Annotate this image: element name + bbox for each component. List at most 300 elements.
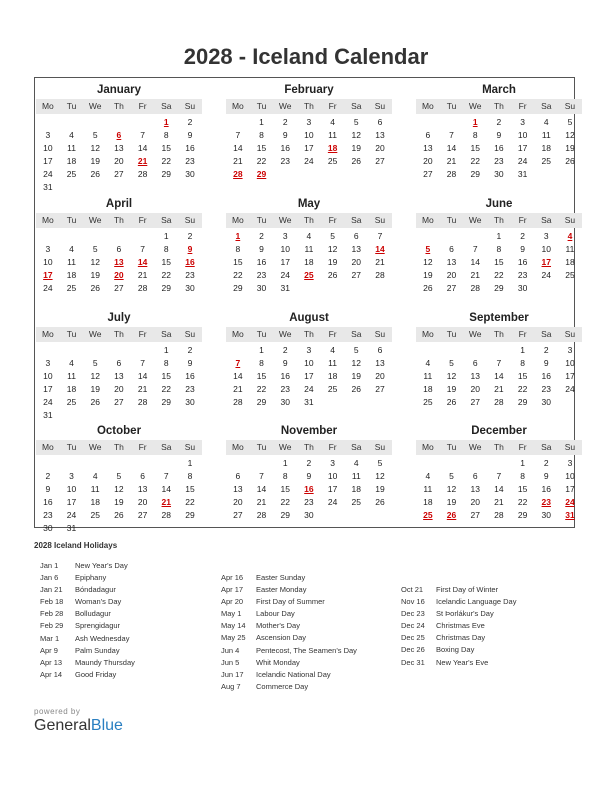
day-cell	[226, 457, 250, 470]
week-row	[36, 496, 202, 509]
day-cell: 25	[541, 156, 552, 166]
day-cell	[36, 457, 60, 470]
day-cell: 3	[520, 117, 525, 127]
day-cell: 16	[517, 257, 528, 267]
week-row	[36, 457, 202, 470]
weekday-label: Mo	[421, 329, 434, 339]
day-cell	[321, 509, 345, 522]
day-cell: 22	[161, 156, 172, 166]
holiday-item	[221, 645, 357, 657]
day-cell: 21	[375, 257, 385, 267]
day-cell: 17	[43, 384, 53, 394]
day-cell	[154, 522, 178, 535]
day-cell: 5	[353, 345, 359, 355]
week-row	[226, 243, 392, 256]
day-cell: 15	[161, 257, 172, 267]
week-row	[416, 383, 582, 396]
day-cell: 11	[328, 130, 337, 140]
day-cell	[83, 457, 107, 470]
day-cell: 10	[66, 484, 77, 494]
month-block	[226, 82, 392, 181]
holiday-name: Christmas Day	[436, 633, 486, 643]
day-cell: 16	[185, 371, 195, 381]
day-cell: 27	[233, 510, 243, 520]
day-cell: 27	[470, 510, 480, 520]
week-row	[36, 409, 202, 422]
day-cell: 17	[304, 143, 314, 153]
day-cell: 3	[567, 458, 573, 468]
day-cell: 14	[494, 371, 504, 381]
day-cell	[440, 344, 464, 357]
week-row	[36, 116, 202, 129]
day-cell	[60, 116, 84, 129]
day-cell: 19	[114, 497, 124, 507]
day-cell: 29	[161, 283, 172, 293]
day-cell: 23	[185, 156, 195, 166]
day-cell: 24	[66, 510, 77, 520]
week-row	[226, 282, 392, 295]
day-cell: 15	[280, 484, 290, 494]
holiday-item	[401, 596, 516, 608]
month-block	[36, 82, 202, 194]
day-cell: 30	[185, 283, 195, 293]
week-row	[36, 396, 202, 409]
day-cell: 5	[92, 130, 98, 140]
holiday-date: Jan 1	[40, 561, 59, 570]
day-cell: 12	[114, 484, 124, 494]
day-cell: 26	[90, 283, 100, 293]
day-cell: 31	[304, 397, 314, 407]
holiday-date: Nov 16	[401, 597, 425, 607]
day-cell: 25	[66, 169, 77, 179]
day-cell: 9	[282, 130, 288, 140]
day-cell: 5	[116, 471, 122, 481]
day-cell: 8	[187, 471, 193, 481]
week-row	[416, 155, 582, 168]
day-cell: 19	[423, 270, 433, 280]
weekday-label: Mo	[421, 442, 434, 452]
day-cell: 24	[517, 156, 528, 166]
weekday-label: Th	[113, 442, 124, 452]
day-cell: 24	[327, 497, 338, 507]
day-cell: 1	[282, 458, 288, 468]
holiday-day: 25	[304, 270, 314, 280]
day-cell	[154, 409, 178, 422]
day-cell	[416, 230, 440, 243]
day-cell	[321, 396, 345, 409]
day-cell: 22	[517, 384, 528, 394]
day-cell: 2	[187, 117, 193, 127]
day-cell	[440, 457, 464, 470]
day-cell: 3	[306, 345, 312, 355]
day-cell: 15	[256, 371, 267, 381]
weekday-label: Th	[493, 329, 504, 339]
weekday-label: Th	[303, 101, 314, 111]
day-cell: 16	[494, 143, 504, 153]
brand-logo[interactable]	[34, 707, 123, 735]
week-row	[416, 243, 582, 256]
weekday-label: Fr	[138, 101, 147, 111]
weekday-label: Th	[113, 329, 124, 339]
day-cell: 16	[43, 497, 53, 507]
day-cell: 15	[470, 143, 480, 153]
holiday-date: Dec 31	[401, 657, 425, 667]
holiday-day: 9	[187, 244, 193, 254]
holiday-date: Aug 7	[221, 681, 241, 691]
day-cell: 10	[304, 358, 314, 368]
holiday-name: Good Friday	[75, 669, 117, 679]
holiday-name: New Year's Eve	[436, 657, 489, 667]
holiday-date: Feb 28	[40, 609, 64, 619]
day-cell: 8	[163, 358, 169, 368]
month-name: June	[485, 198, 513, 210]
day-cell	[83, 181, 107, 194]
holiday-date: Apr 14	[40, 669, 63, 679]
day-cell: 26	[423, 283, 433, 293]
weekday-label: We	[468, 101, 482, 111]
day-cell: 10	[565, 471, 575, 481]
day-cell: 11	[423, 484, 433, 494]
day-cell: 3	[45, 244, 51, 254]
holiday-item	[40, 572, 135, 584]
day-cell: 20	[114, 384, 124, 394]
day-cell: 25	[327, 384, 338, 394]
day-cell	[534, 168, 558, 181]
day-cell: 7	[163, 471, 169, 481]
weekday-label: Mo	[231, 215, 244, 225]
day-cell	[131, 522, 155, 535]
day-cell: 6	[425, 130, 431, 140]
day-cell: 27	[351, 270, 362, 280]
day-cell: 4	[543, 117, 549, 127]
day-cell: 17	[43, 156, 53, 166]
brand-name-blue: Blue	[90, 717, 123, 734]
week-row	[36, 383, 202, 396]
day-cell: 12	[90, 143, 100, 153]
day-cell: 18	[327, 371, 338, 381]
day-cell	[463, 344, 487, 357]
day-cell: 16	[541, 484, 552, 494]
holiday-name: Woman's Day	[75, 597, 122, 607]
week-row	[226, 496, 392, 509]
week-row	[36, 282, 202, 295]
day-cell: 27	[375, 156, 385, 166]
day-cell: 24	[304, 384, 314, 394]
holiday-item	[401, 584, 516, 596]
month-name: March	[482, 84, 516, 96]
week-row	[226, 142, 392, 155]
weekday-label: Th	[493, 215, 504, 225]
holiday-day: 17	[43, 270, 53, 280]
day-cell: 10	[304, 130, 314, 140]
week-row	[226, 483, 392, 496]
day-cell: 12	[565, 130, 575, 140]
holiday-day: 1	[472, 117, 478, 127]
day-cell: 13	[351, 244, 362, 254]
month-name: May	[297, 198, 321, 210]
day-cell: 9	[306, 471, 312, 481]
day-cell: 15	[233, 257, 243, 267]
week-row	[36, 129, 202, 142]
month-name: August	[289, 312, 329, 324]
month-block	[226, 310, 392, 409]
day-cell	[558, 168, 582, 181]
holiday-name: Bolludagur	[75, 609, 111, 619]
weekday-label: Fr	[518, 101, 527, 111]
week-list	[36, 116, 202, 194]
week-row	[36, 269, 202, 282]
weekday-label: Th	[303, 215, 314, 225]
day-cell: 12	[90, 257, 100, 267]
month-name: February	[284, 84, 334, 96]
holiday-day: 24	[565, 497, 575, 507]
day-cell: 20	[470, 384, 480, 394]
day-cell: 19	[90, 384, 100, 394]
day-cell: 20	[446, 270, 457, 280]
weekday-label: We	[88, 329, 102, 339]
day-cell: 28	[256, 510, 267, 520]
weekday-label: Sa	[351, 442, 362, 452]
holiday-day: 20	[114, 270, 124, 280]
holiday-day: 26	[446, 510, 457, 520]
weekday-label: Sa	[161, 101, 172, 111]
day-cell	[60, 409, 84, 422]
day-cell: 27	[137, 510, 148, 520]
day-cell: 30	[280, 397, 290, 407]
day-cell: 6	[472, 471, 478, 481]
page-title: 2028 - Iceland Calendar	[183, 44, 429, 69]
day-cell: 14	[470, 257, 480, 267]
day-cell	[178, 409, 202, 422]
day-cell: 25	[565, 270, 575, 280]
weekday-label: Su	[564, 215, 576, 225]
month-name: July	[107, 312, 131, 324]
weekday-label: Mo	[41, 442, 54, 452]
day-cell: 27	[470, 397, 480, 407]
day-cell: 23	[43, 510, 53, 520]
day-cell: 18	[90, 497, 100, 507]
day-cell	[487, 457, 511, 470]
day-cell: 20	[375, 371, 385, 381]
day-cell: 12	[327, 244, 338, 254]
holiday-name: First Day of Summer	[256, 597, 325, 607]
day-cell: 22	[470, 156, 480, 166]
day-cell: 28	[494, 510, 504, 520]
holiday-name: Whit Monday	[256, 657, 300, 667]
day-cell: 20	[233, 497, 243, 507]
month-name: September	[469, 312, 529, 324]
day-cell	[83, 344, 107, 357]
week-list	[226, 344, 392, 409]
day-cell: 24	[43, 169, 53, 179]
weekday-label: Mo	[231, 101, 244, 111]
holiday-item	[401, 632, 516, 644]
month-block	[36, 310, 202, 422]
weekday-label: Tu	[446, 215, 457, 225]
holiday-date: Jun 5	[221, 657, 240, 667]
holiday-item	[40, 560, 135, 572]
week-row	[416, 357, 582, 370]
weekday-label: Sa	[161, 442, 172, 452]
day-cell: 7	[377, 231, 383, 241]
day-cell: 19	[351, 143, 362, 153]
day-cell: 18	[304, 257, 314, 267]
day-cell: 23	[304, 497, 314, 507]
day-cell: 18	[541, 143, 552, 153]
day-cell	[131, 230, 155, 243]
holiday-date: May 14	[221, 621, 246, 631]
weekday-label: Sa	[351, 215, 362, 225]
weekday-label: Su	[564, 101, 576, 111]
weekday-label: Fr	[328, 442, 337, 452]
day-cell: 8	[163, 130, 169, 140]
day-cell: 15	[517, 484, 528, 494]
day-cell: 17	[280, 257, 290, 267]
day-cell: 13	[114, 371, 124, 381]
day-cell: 29	[470, 169, 480, 179]
day-cell: 17	[517, 143, 528, 153]
week-row	[226, 116, 392, 129]
day-cell	[344, 282, 368, 295]
holiday-item	[40, 620, 135, 632]
day-cell: 11	[565, 244, 575, 254]
holiday-day: 21	[161, 497, 172, 507]
day-cell: 1	[163, 345, 169, 355]
holiday-column	[221, 572, 357, 693]
weekday-label: Fr	[518, 329, 527, 339]
week-list	[416, 344, 582, 409]
day-cell: 18	[423, 384, 433, 394]
week-row	[226, 344, 392, 357]
day-cell: 12	[446, 484, 457, 494]
day-cell	[131, 116, 155, 129]
week-row	[226, 357, 392, 370]
day-cell: 18	[565, 257, 575, 267]
day-cell: 27	[446, 283, 457, 293]
day-cell: 31	[280, 283, 290, 293]
day-cell: 11	[67, 143, 76, 153]
day-cell: 7	[140, 130, 145, 140]
day-cell: 18	[66, 384, 77, 394]
month-block	[226, 196, 392, 295]
day-cell: 7	[449, 130, 454, 140]
day-cell: 30	[494, 169, 504, 179]
day-cell	[36, 230, 60, 243]
day-cell: 30	[43, 523, 53, 533]
weekday-label: Tu	[256, 101, 267, 111]
month-name: April	[105, 198, 133, 210]
holiday-item	[40, 633, 135, 645]
day-cell: 29	[161, 169, 172, 179]
day-cell	[107, 457, 131, 470]
day-cell: 10	[327, 471, 338, 481]
day-cell: 3	[306, 117, 312, 127]
day-cell: 7	[140, 244, 145, 254]
day-cell: 30	[185, 169, 195, 179]
day-cell: 28	[233, 397, 243, 407]
day-cell: 23	[517, 270, 528, 280]
weekday-label: Th	[493, 101, 504, 111]
day-cell	[131, 457, 155, 470]
day-cell: 5	[353, 117, 359, 127]
day-cell: 13	[233, 484, 243, 494]
holiday-date: Apr 9	[40, 645, 58, 655]
day-cell	[226, 344, 250, 357]
day-cell: 14	[446, 143, 457, 153]
day-cell: 2	[45, 471, 51, 481]
week-row	[36, 357, 202, 370]
day-cell: 23	[541, 384, 552, 394]
week-row	[416, 256, 582, 269]
day-cell: 2	[282, 345, 288, 355]
holiday-item	[40, 669, 135, 681]
day-cell: 20	[351, 257, 362, 267]
day-cell	[368, 168, 392, 181]
month-block	[416, 196, 582, 295]
weekday-label: We	[278, 329, 292, 339]
day-cell: 18	[423, 497, 433, 507]
day-cell	[60, 457, 84, 470]
holiday-item	[401, 620, 516, 632]
day-cell: 31	[517, 169, 528, 179]
weekday-label: Su	[374, 215, 386, 225]
weekday-label: Tu	[446, 101, 457, 111]
holiday-name: Easter Monday	[256, 585, 307, 595]
week-row	[36, 522, 202, 535]
day-cell: 24	[280, 270, 290, 280]
holiday-name: New Year's Day	[75, 561, 128, 570]
day-cell: 19	[565, 143, 575, 153]
day-cell: 29	[517, 510, 528, 520]
weekday-label: We	[468, 215, 482, 225]
holiday-item	[401, 644, 516, 656]
month-name: January	[96, 84, 142, 96]
day-cell: 12	[423, 257, 433, 267]
day-cell: 30	[185, 397, 195, 407]
holiday-day: 31	[565, 510, 575, 520]
day-cell: 10	[565, 358, 575, 368]
day-cell: 3	[567, 345, 573, 355]
day-cell: 23	[280, 384, 290, 394]
day-cell: 20	[375, 143, 385, 153]
day-cell: 27	[114, 397, 124, 407]
day-cell: 1	[520, 345, 525, 355]
day-cell: 22	[494, 270, 504, 280]
day-cell: 13	[470, 484, 480, 494]
holiday-item	[401, 657, 516, 669]
day-cell: 6	[116, 358, 122, 368]
week-row	[36, 142, 202, 155]
holiday-date: Apr 17	[221, 585, 244, 595]
holiday-name: Mother's Day	[256, 621, 300, 631]
week-row	[226, 370, 392, 383]
holiday-day: 4	[567, 231, 573, 241]
weekday-label: Su	[184, 442, 196, 452]
weekday-label: Fr	[518, 442, 527, 452]
day-cell: 26	[90, 397, 100, 407]
day-cell: 21	[233, 384, 243, 394]
week-row	[416, 129, 582, 142]
day-cell: 26	[90, 169, 100, 179]
day-cell: 21	[137, 270, 148, 280]
holiday-name: Icelandic National Day	[256, 669, 331, 679]
day-cell: 6	[235, 471, 241, 481]
weekday-label: Sa	[541, 329, 552, 339]
holiday-date: Apr 13	[40, 657, 63, 667]
day-cell: 1	[520, 458, 525, 468]
day-cell: 4	[353, 458, 359, 468]
day-cell: 12	[90, 371, 100, 381]
